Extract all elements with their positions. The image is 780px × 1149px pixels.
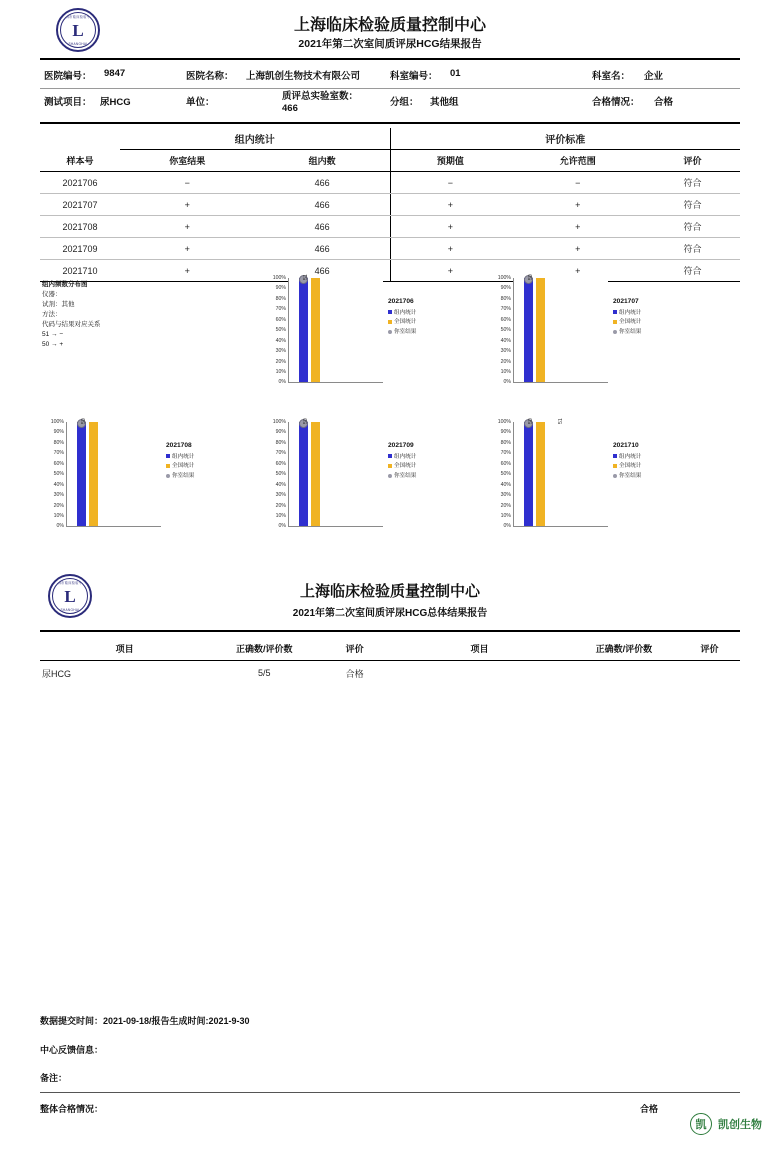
y-tick: 10%: [500, 369, 511, 375]
col-evaluation: 评价: [683, 156, 702, 166]
table-group-header-row: [40, 128, 740, 150]
col-expected: 预期值: [390, 150, 510, 172]
col-eval-right: 评价: [700, 643, 719, 654]
y-tick: 0%: [278, 523, 286, 529]
legend-code-title: 代码与结果对应关系: [42, 321, 101, 329]
cell-expected: −: [390, 172, 510, 194]
hospital-name-label: 医院名称：: [186, 71, 234, 82]
y-tick: 30%: [53, 492, 64, 498]
bar-national-stat: [536, 422, 545, 526]
item-label: 测试项目：: [44, 97, 92, 108]
pass-label: 合格情况：: [592, 97, 640, 108]
pass-value: 合格: [654, 97, 674, 108]
cell-sample: 2021707: [40, 194, 120, 216]
bar-group-stat: [299, 422, 308, 526]
y-tick: 0%: [503, 379, 511, 385]
y-tick: 60%: [275, 317, 286, 323]
cell-allowed-range: −: [510, 172, 645, 194]
overall-pass-label: 整体合格情况：: [40, 1104, 104, 1114]
cell-expected: +: [390, 216, 510, 238]
y-tick: 70%: [275, 306, 286, 312]
y-tick: 0%: [278, 379, 286, 385]
dept-name-label: 科室名：: [592, 71, 631, 82]
legend-code-1: 51 → −: [42, 331, 64, 339]
cell-eval-left: 合格: [345, 668, 364, 679]
x-tick: 50: [528, 418, 534, 424]
swatch-national-stat: [166, 464, 170, 468]
legend-instrument: 仪器：: [42, 291, 62, 299]
swatch-national-stat: [388, 464, 392, 468]
hospital-name-value: 上海凯创生物技术有限公司: [246, 71, 361, 82]
swatch-national-stat: [613, 464, 617, 468]
y-tick: 40%: [275, 482, 286, 488]
frequency-chart-2021706: [262, 274, 452, 396]
dept-name-value: 企业: [644, 71, 664, 82]
bar-group-stat: [524, 278, 533, 382]
col-eval-left: 评价: [345, 643, 364, 654]
legend-series-yours: [613, 472, 641, 482]
y-tick: 70%: [275, 450, 286, 456]
cell-sample: 2021708: [40, 216, 120, 238]
col-sample: 样本号: [66, 155, 94, 166]
cell-group-count: 466: [255, 260, 390, 282]
legend-label-national-stat: 全国统计: [619, 319, 642, 326]
legend-series-national: [388, 318, 416, 328]
summary-table: [40, 636, 740, 685]
y-tick: 10%: [500, 513, 511, 519]
divider-info-bottom: [40, 122, 740, 124]
col-allowed-range: 允许范围: [559, 156, 596, 166]
col-your-result: 你室结果: [169, 156, 206, 166]
frequency-chart-2021707: [487, 274, 677, 396]
chart-plot-area: [288, 274, 383, 383]
lab-count-value: 466: [282, 103, 298, 114]
cell-group-count: 466: [255, 216, 390, 238]
y-tick: 0%: [56, 523, 64, 529]
y-tick: 80%: [275, 296, 286, 302]
legend-series-national: [613, 462, 641, 472]
swatch-group-stat: [613, 454, 617, 458]
y-tick: 100%: [272, 419, 286, 425]
legend-label-national-stat: 全国统计: [619, 463, 642, 470]
cell-evaluation: 符合: [645, 216, 740, 238]
cell-your-result: +: [120, 194, 255, 216]
y-tick: 30%: [275, 348, 286, 354]
chart-title: 2021706: [388, 298, 414, 305]
table-row: [40, 194, 740, 216]
y-tick: 10%: [275, 513, 286, 519]
y-tick: 40%: [500, 482, 511, 488]
center-feedback-label: 中心反馈信息：: [40, 1045, 104, 1055]
y-tick: 70%: [500, 306, 511, 312]
company-name: 凯创生物: [718, 1119, 762, 1131]
x-tick: 51: [303, 274, 309, 280]
dept-code-value: 01: [450, 68, 461, 79]
swatch-national-stat: [613, 320, 617, 324]
cell-group-count: 466: [255, 194, 390, 216]
table-row: [40, 238, 740, 260]
cell-group-count: 466: [255, 238, 390, 260]
y-tick: 100%: [497, 275, 511, 281]
cell-allowed-range: +: [510, 260, 645, 282]
y-tick: 90%: [500, 285, 511, 291]
legend-series-group: [166, 453, 194, 463]
y-tick: 40%: [53, 482, 64, 488]
summary-header: [40, 572, 740, 624]
summary-row: [40, 661, 740, 686]
y-tick: 90%: [53, 429, 64, 435]
company-watermark: [690, 1113, 762, 1135]
y-tick: 100%: [272, 275, 286, 281]
legend-code-2: 50 → +: [42, 341, 64, 349]
table-column-header-row: [40, 150, 740, 172]
y-tick: 100%: [50, 419, 64, 425]
y-tick: 40%: [500, 338, 511, 344]
x-tick: 51: [558, 418, 564, 424]
legend-series-yours: [388, 328, 416, 338]
results-table: [40, 128, 740, 282]
legend-method: 方法：: [42, 311, 62, 319]
report-header: [40, 6, 740, 52]
bar-group-stat: [299, 278, 308, 382]
cell-your-result: +: [120, 260, 255, 282]
legend-label-your-result: 你室结果: [394, 329, 417, 336]
company-logo-icon: [690, 1113, 712, 1135]
legend-label-group-stat: 组内统计: [394, 453, 417, 460]
y-tick: 80%: [53, 440, 64, 446]
y-tick: 60%: [500, 317, 511, 323]
bar-national-stat: [311, 278, 320, 382]
col-item-left: 项目: [115, 643, 134, 654]
swatch-your-result: [613, 330, 617, 334]
cell-eval-right: [679, 661, 740, 686]
y-tick: 10%: [53, 513, 64, 519]
y-tick: 50%: [500, 471, 511, 477]
chart-legend: [613, 440, 641, 482]
cell-expected: +: [390, 260, 510, 282]
chart-plot-area: [66, 418, 161, 527]
page-subtitle: 2021年第二次室间质评尿HCG结果报告: [298, 38, 482, 50]
cell-evaluation: 符合: [645, 172, 740, 194]
y-tick: 80%: [275, 440, 286, 446]
legend-series-yours: [166, 472, 194, 482]
cell-expected: +: [390, 194, 510, 216]
legend-label-group-stat: 组内统计: [394, 309, 417, 316]
divider-info-mid: [40, 88, 740, 89]
frequency-chart-2021709: [262, 418, 452, 540]
swatch-national-stat: [388, 320, 392, 324]
cell-item-left: 尿HCG: [42, 668, 71, 679]
cell-sample: 2021706: [40, 172, 120, 194]
frequency-chart-2021710: [487, 418, 677, 540]
remark-label: 备注：: [40, 1073, 68, 1083]
cell-allowed-range: +: [510, 194, 645, 216]
legend-series-group: [388, 453, 416, 463]
group-header-blank: [40, 128, 120, 150]
legend-series-group: [613, 309, 641, 319]
y-tick: 30%: [500, 492, 511, 498]
cell-evaluation: 符合: [645, 194, 740, 216]
y-tick: 50%: [500, 327, 511, 333]
col-group-count: 组内数: [308, 156, 336, 166]
y-tick: 20%: [53, 503, 64, 509]
y-tick: 10%: [275, 369, 286, 375]
chart-title: 2021710: [613, 442, 639, 449]
chart-plot-area: [288, 418, 383, 527]
legend-series-yours: [613, 328, 641, 338]
chart-legend: [613, 296, 641, 338]
y-tick: 20%: [500, 503, 511, 509]
submit-time-text: 数据提交时间：2021-09-18/报告生成时间:2021-9-30: [40, 1016, 250, 1026]
table-row: [40, 172, 740, 194]
frequency-chart-2021708: [40, 418, 230, 540]
hospital-code-label: 医院编号：: [44, 71, 92, 82]
cell-evaluation: 符合: [645, 238, 740, 260]
col-correct-right: 正确数/评价数: [595, 643, 653, 654]
chart-title: 2021708: [166, 442, 192, 449]
y-tick: 90%: [275, 429, 286, 435]
group-header-right: 评价标准: [390, 128, 740, 150]
chart-title: 2021707: [613, 298, 639, 305]
cell-correct-right: [569, 661, 679, 686]
logo-mark: L: [72, 20, 84, 40]
y-tick: 90%: [275, 285, 286, 291]
y-tick: 20%: [500, 359, 511, 365]
y-tick: 20%: [275, 359, 286, 365]
y-tick: 50%: [275, 327, 286, 333]
divider-summary-top: [40, 630, 740, 632]
bar-national-stat: [536, 278, 545, 382]
table-row: [40, 216, 740, 238]
legend-series-national: [613, 318, 641, 328]
chart-legend: [166, 440, 194, 482]
bar-national-stat: [311, 422, 320, 526]
cell-expected: +: [390, 238, 510, 260]
chart-plot-area: [513, 274, 608, 383]
y-tick: 30%: [500, 348, 511, 354]
divider-footer: [40, 1092, 740, 1093]
y-tick: 70%: [53, 450, 64, 456]
legend-label-your-result: 你室结果: [394, 473, 417, 480]
logo-bottom-text: SHANGHAI: [68, 42, 88, 46]
dept-code-label: 科室编号：: [390, 71, 438, 82]
cell-evaluation: 符合: [645, 260, 740, 282]
cell-sample: 2021710: [40, 260, 120, 282]
bar-group-stat: [524, 422, 533, 526]
swatch-group-stat: [166, 454, 170, 458]
cell-allowed-range: +: [510, 238, 645, 260]
y-tick: 30%: [275, 492, 286, 498]
swatch-group-stat: [388, 310, 392, 314]
legend-label-group-stat: 组内统计: [172, 453, 195, 460]
lab-count-label: 质评总实验室数：: [282, 91, 359, 102]
swatch-group-stat: [388, 454, 392, 458]
y-tick: 90%: [500, 429, 511, 435]
info-block: [40, 64, 740, 116]
legend-series-national: [388, 462, 416, 472]
col-item-right: 项目: [470, 643, 489, 654]
legend-label-your-result: 你室结果: [619, 329, 642, 336]
legend-reagent: 试剂：其他: [42, 301, 75, 309]
x-tick: 50: [81, 418, 87, 424]
x-tick: 50: [528, 274, 534, 280]
logo-mark: L: [64, 586, 76, 606]
swatch-group-stat: [613, 310, 617, 314]
company-logo-mark: 凯: [695, 1119, 707, 1131]
legend-label-national-stat: 全国统计: [394, 319, 417, 326]
y-tick: 0%: [503, 523, 511, 529]
legend-label-national-stat: 全国统计: [394, 463, 417, 470]
bar-national-stat: [89, 422, 98, 526]
y-tick: 60%: [500, 461, 511, 467]
chart-legend: [388, 296, 416, 338]
chart-legend: [388, 440, 416, 482]
group-header-left: 组内统计: [120, 128, 390, 150]
legend-label-your-result: 你室结果: [172, 473, 195, 480]
swatch-your-result: [388, 330, 392, 334]
group-label: 分组：: [390, 97, 419, 108]
summary-subtitle: 2021年第二次室间质评尿HCG总体结果报告: [292, 608, 488, 619]
legend-label-your-result: 你室结果: [619, 473, 642, 480]
legend-label-group-stat: 组内统计: [619, 309, 642, 316]
group-value: 其他组: [430, 97, 459, 108]
y-tick: 20%: [275, 503, 286, 509]
summary-header-row: [40, 636, 740, 661]
summary-title: 上海临床检验质量控制中心: [299, 583, 480, 600]
distribution-legend-panel: [42, 280, 182, 350]
legend-label-group-stat: 组内统计: [619, 453, 642, 460]
chart-plot-area: [513, 418, 608, 527]
unit-label: 单位：: [186, 97, 215, 108]
cell-item-right: [390, 661, 569, 686]
cell-allowed-range: +: [510, 216, 645, 238]
y-tick: 60%: [275, 461, 286, 467]
overall-pass-value: 合格: [640, 1104, 659, 1114]
y-tick: 50%: [53, 471, 64, 477]
legend-label-national-stat: 全国统计: [172, 463, 195, 470]
cell-your-result: +: [120, 238, 255, 260]
logo-top-text: 上海市临床检验中心: [62, 15, 94, 19]
cell-sample: 2021709: [40, 238, 120, 260]
y-tick: 80%: [500, 440, 511, 446]
y-tick: 70%: [500, 450, 511, 456]
chart-title: 2021709: [388, 442, 414, 449]
cell-your-result: +: [120, 216, 255, 238]
legend-series-group: [388, 309, 416, 319]
col-correct-left: 正确数/评价数: [235, 643, 293, 654]
page-title: 上海临床检验质量控制中心: [293, 17, 486, 34]
y-tick: 80%: [500, 296, 511, 302]
logo-bottom-text: SHANGHAI: [60, 608, 80, 612]
legend-series-yours: [388, 472, 416, 482]
swatch-your-result: [166, 474, 170, 478]
swatch-your-result: [388, 474, 392, 478]
cell-correct-left: 5/5: [257, 668, 271, 678]
item-value: 尿HCG: [100, 97, 131, 108]
y-tick: 100%: [497, 419, 511, 425]
cell-group-count: 466: [255, 172, 390, 194]
y-tick: 60%: [53, 461, 64, 467]
y-tick: 40%: [275, 338, 286, 344]
swatch-your-result: [613, 474, 617, 478]
legend-series-group: [613, 453, 641, 463]
legend-series-national: [166, 462, 194, 472]
bar-group-stat: [77, 422, 86, 526]
y-tick: 50%: [275, 471, 286, 477]
legend-title: 组内频数分布图: [42, 281, 88, 288]
logo-top-text: 上海市临床检验中心: [54, 581, 86, 585]
hospital-code-value: 9847: [104, 68, 126, 79]
divider-header: [40, 58, 740, 60]
cell-your-result: −: [120, 172, 255, 194]
x-tick: 50: [303, 418, 309, 424]
